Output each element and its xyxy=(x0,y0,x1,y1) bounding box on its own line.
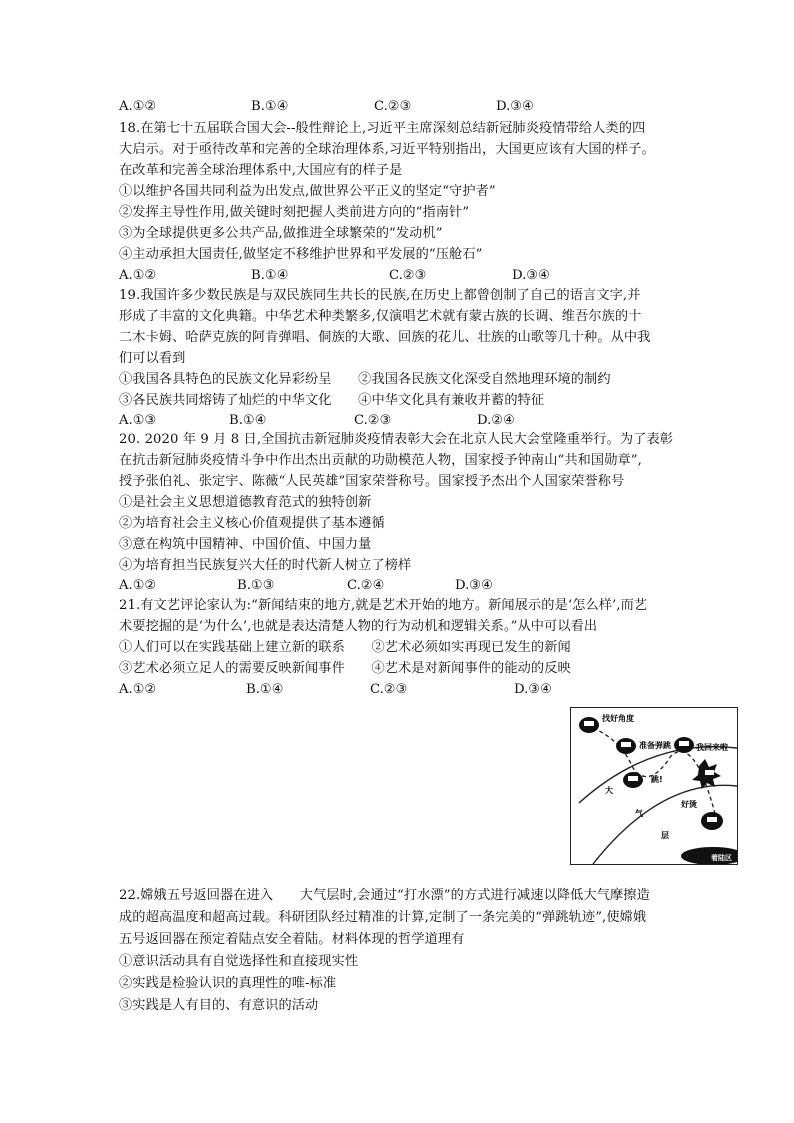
q20-options xyxy=(119,575,679,596)
label-qi: 气 xyxy=(635,809,643,818)
label-ceng: 层 xyxy=(661,831,669,840)
q19-stem-line-4: 们可以看到 xyxy=(119,351,186,366)
q20-stem-line-2: 在抗击新冠肺炎疫情斗争中作出杰出贡献的功勋模范人物，国家授予钟南山“共和国勋章”, xyxy=(119,453,642,468)
q17-option-c: C.②③ xyxy=(374,99,412,114)
q18-option-c: C.②③ xyxy=(389,268,427,283)
capsule-1-icon xyxy=(579,717,599,733)
q19-option-d: D.②④ xyxy=(477,413,515,428)
q21-stem-line-2: 术要挖掘的是‘为什么’,也就是表达清楚人物的行为动机和逻辑关系。”从中可以看出 xyxy=(119,619,598,634)
q21-option-d: D.③④ xyxy=(514,682,552,697)
q20-option-d: D.③④ xyxy=(455,578,493,593)
q17-option-a: A.①② xyxy=(119,99,157,114)
q19-options xyxy=(119,410,679,431)
q17-option-d: D.③④ xyxy=(496,99,534,114)
q19-statements-3-4: ③各民族共同熔铸了灿烂的中华文化 ④中华文化具有兼收并蓄的特征 xyxy=(119,393,545,408)
q21-stem-line-1: 21.有文艺评论家认为:“新闻结束的地方,就是艺术开始的地方。新闻展示的是‘怎么样’,而艺 xyxy=(119,598,648,613)
q18-options xyxy=(119,265,679,286)
q22-stem-line-2: 成的超高温度和超高过载。科研团队经过精准的计算,定制了一条完美的“弹跳轨迹”,使嫦娥 xyxy=(119,910,647,925)
q20-statement-1: ①是社会主义思想道德教育范式的独特创新 xyxy=(119,495,372,510)
q22-stem-line-3: 五号返回器在预定着陆点安全着陆。材料体现的哲学道理有 xyxy=(119,932,465,947)
q20-statement-4: ④为培育担当民族复兴大任的时代新人树立了榜样 xyxy=(119,558,412,573)
q22-statement-1: ①意识活动具有自觉选择性和直接现实性 xyxy=(119,954,359,969)
q22-statement-3: ③实践是人有目的、有意识的活动 xyxy=(119,998,319,1013)
label-prepare-bounce: 准备弹跳 xyxy=(639,741,671,750)
q19-option-b: B.①④ xyxy=(229,413,267,428)
q18-option-d: D.③④ xyxy=(512,268,550,283)
reentry-trajectory-figure xyxy=(570,707,738,865)
q20-option-b: B.①③ xyxy=(237,578,275,593)
label-jump: 跳! xyxy=(651,775,663,784)
label-find-angle: 找好角度 xyxy=(602,714,634,723)
q18-option-a: A.①② xyxy=(119,268,157,283)
q17-option-b: B.①④ xyxy=(251,99,289,114)
capsule-2-icon xyxy=(616,738,636,754)
q18-statement-2: ②发挥主导性作用,做关键时刻把握人类前进方向的“指南针” xyxy=(119,205,470,220)
q18-stem-line-2: 大启示。对于亟待改革和完善的全球治理体系,习近平特别指出，大国更应该有大国的样子。 xyxy=(119,142,655,157)
label-da: 大 xyxy=(605,786,613,795)
q19-stem-line-1: 19.我国许多少数民族是与双民族同生共长的民族,在历史上都曾创制了自己的语言文字,并 xyxy=(119,288,641,303)
q21-option-b: B.①④ xyxy=(246,682,284,697)
q19-option-c: C.②③ xyxy=(354,413,392,428)
q19-statements-1-2: ①我国各具特色的民族文化异彩纷呈 ②我国各民族文化深受自然地理环境的制约 xyxy=(119,372,611,387)
q21-options xyxy=(119,679,679,700)
q20-stem-line-1: 20. 2020 年 9 月 8 日,全国抗击新冠肺炎疫情表彰大会在北京人民大会堂隆重举行。为了表彰 xyxy=(119,432,674,447)
trajectory-diagram xyxy=(571,708,737,864)
q18-statement-3: ③为全球提供更多公共产品,做推进全球繁荣的“发动机” xyxy=(119,226,443,241)
q21-option-a: A.①② xyxy=(119,682,157,697)
capsule-3-icon xyxy=(623,772,643,788)
q19-option-a: A.①③ xyxy=(119,413,157,428)
q22-stem-line-1: 22.嫦娥五号返回器在进入 大气层时,会通过“打水漂”的方式进行减速以降低大气摩擦造 xyxy=(119,888,650,903)
q18-statement-1: ①以维护各国共同利益为出发点,做世界公平正义的坚定“守护者” xyxy=(119,184,496,199)
label-landing-zone: 着陆区 xyxy=(711,854,732,862)
q20-option-a: A.①② xyxy=(119,578,157,593)
q18-statement-4: ④主动承担大国责任,做坚定不移维护世界和平发展的“压舱石” xyxy=(119,247,483,262)
q20-option-c: C.②④ xyxy=(347,578,385,593)
q19-stem-line-3: 二木卡姆、哈萨克族的阿肯弹唱、侗族的大歌、回族的花儿、壮族的山歌等几十种。从中我 xyxy=(119,330,651,345)
q18-stem-line-3: 在改革和完善全球治理体系中,大国应有的样子是 xyxy=(119,163,403,178)
q20-statement-2: ②为培育社会主义核心价值观提供了基本遵循 xyxy=(119,516,385,531)
q18-option-b: B.①④ xyxy=(251,268,289,283)
q18-stem-line-1: 18.在第七十五届联合国大会--般性辩论上,习近平主席深刻总结新冠肺炎疫情带给人类的四 xyxy=(119,121,646,136)
q17-options xyxy=(119,96,679,117)
q22-statement-2: ②实践是检验认识的真理性的唯-标准 xyxy=(119,976,337,991)
q21-statements-3-4: ③艺术必须立足人的需要反映新闻事件 ④艺术是对新闻事件的能动的反映 xyxy=(119,661,571,676)
label-im-back: 我回来啦 xyxy=(696,743,728,752)
q19-stem-line-2: 形成了丰富的文化典籍。中华艺术种类繁多,仅演唱艺术就有蒙古族的长调、维吾尔族的十 xyxy=(119,309,642,324)
label-hot: 好烫 xyxy=(681,800,697,809)
q20-stem-line-3: 授予张伯礼、张定宇、陈薇“人民英雄”国家荣誉称号。国家授予杰出个人国家荣誉称号 xyxy=(119,474,625,489)
q20-statement-3: ③意在构筑中国精神、中国价值、中国力量 xyxy=(119,537,372,552)
q21-option-c: C.②③ xyxy=(370,682,408,697)
q21-statements-1-2: ①人们可以在实践基础上建立新的联系 ②艺术必须如实再现已发生的新闻 xyxy=(119,640,571,655)
capsule-6-icon xyxy=(701,812,723,830)
capsule-4-icon xyxy=(674,737,694,753)
